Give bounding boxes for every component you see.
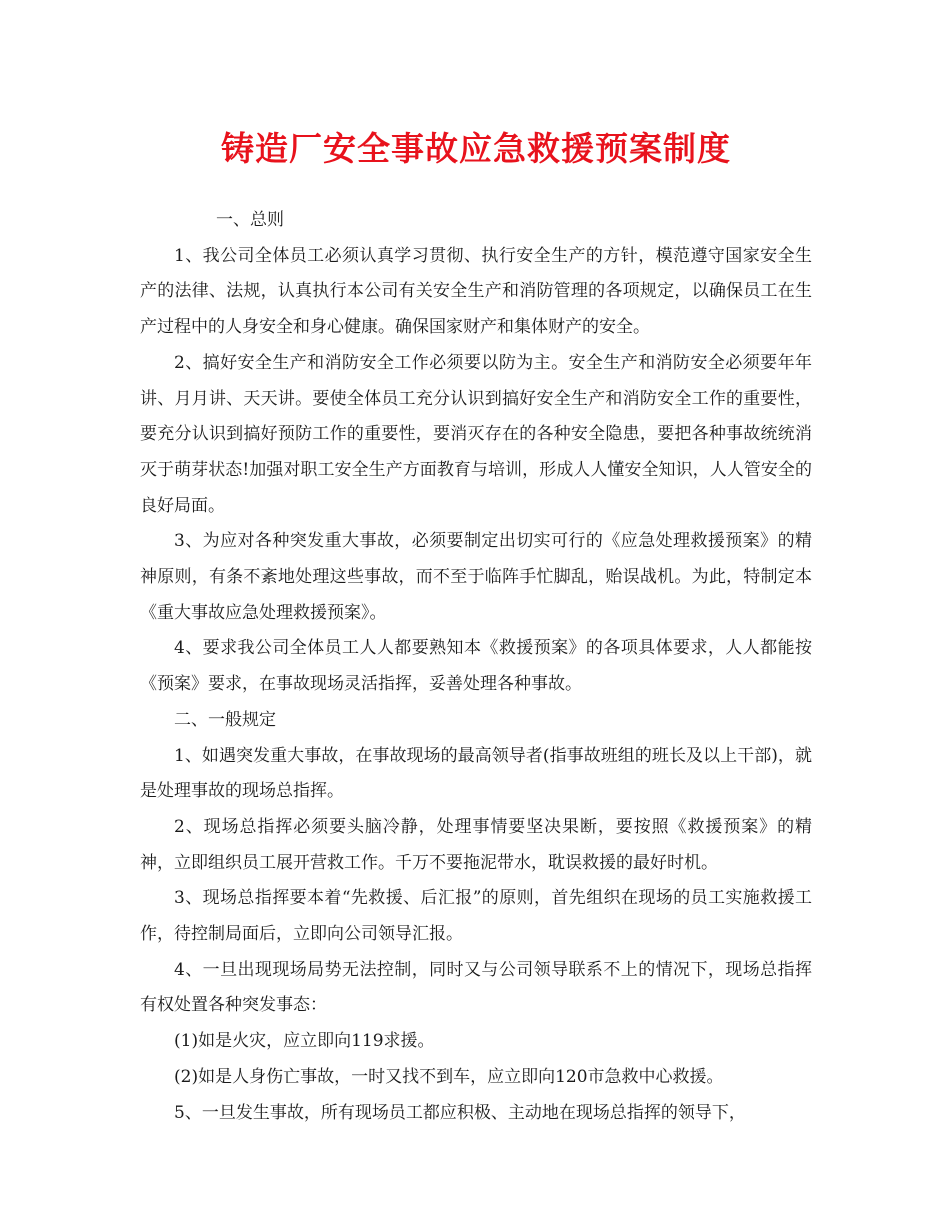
- paragraph: 1、如遇突发重大事故，在事故现场的最高领导者(指事故班组的班长及以上干部)，就是处理事故的现场总指挥。: [140, 745, 812, 802]
- paragraph: 1、我公司全体员工必须认真学习贯彻、执行安全生产的方针，模范遵守国家安全生产的法律、法规，认真执行本公司有关安全生产和消防管理的各项规定，以确保员工在生产过程中的人身安全和身心健康。确保国家财产和集体财产的安全。: [140, 245, 812, 338]
- paragraph: 5、一旦发生事故，所有现场员工都应积极、主动地在现场总指挥的领导下，: [174, 1102, 746, 1123]
- paragraph: 3、为应对各种突发重大事故，必须要制定出切实可行的《应急处理救援预案》的精神原则，有条不紊地处理这些事故，而不至于临阵手忙脚乱，贻误战机。为此，特制定本《重大事故应急处理救援预案》。: [140, 531, 812, 623]
- document-title: 铸造厂安全事故应急救援预案制度: [221, 129, 731, 168]
- document-body: [140, 203, 812, 1131]
- section-heading-general-rules: 二、一般规定: [174, 709, 276, 730]
- paragraph: 2、现场总指挥必须要头脑冷静，处理事情要坚决果断，要按照《救援预案》的精神，立即组织员工展开营救工作。千万不要拖泥带水，耽误救援的最好时机。: [140, 816, 812, 873]
- paragraph: 4、一旦出现现场局势无法控制，同时又与公司领导联系不上的情况下，现场总指挥有权处置各种突发事态：: [140, 959, 812, 1016]
- section-heading-general: 一、总则: [216, 210, 284, 230]
- paragraph: 3、现场总指挥要本着“先救援、后汇报”的原则，首先组织在现场的员工实施救援工作，待控制局面后，立即向公司领导汇报。: [140, 888, 812, 945]
- list-item: (2)如是人身伤亡事故，一时又找不到车，应立即向120市急救中心救援。: [174, 1066, 724, 1087]
- list-item: (1)如是火灾，应立即向119求援。: [174, 1031, 435, 1052]
- paragraph: 2、搞好安全生产和消防安全工作必须要以防为主。安全生产和消防安全必须要年年讲、月月讲、天天讲。要使全体员工充分认识到搞好安全生产和消防安全工作的重要性，要充分认识到搞好预防工作的重要性，要消灭存在的各种安全隐患，要把各种事故统统消灭于萌芽状态!加强对职工安全生产方面教育与培训，形成人人懂安全知识，人人管安全的良好局面。: [140, 352, 812, 516]
- paragraph: 4、要求我公司全体员工人人都要熟知本《救援预案》的各项具体要求，人人都能按《预案》要求，在事故现场灵活指挥，妥善处理各种事故。: [140, 638, 812, 695]
